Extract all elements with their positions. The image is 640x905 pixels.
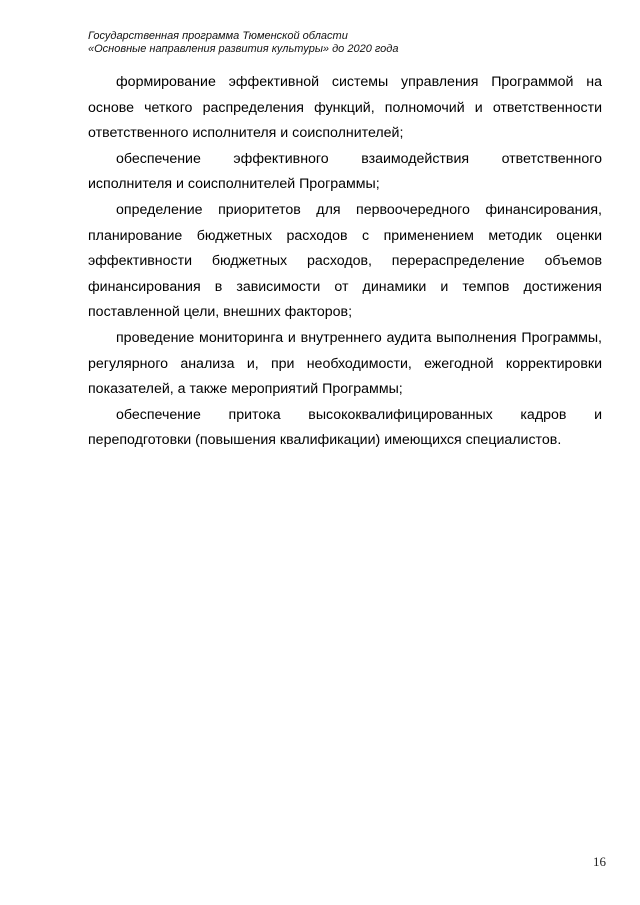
paragraph-personnel: обеспечение притока высококвалифицированных кадров и переподготовки (повышения квалификации) имеющихся специалистов. xyxy=(88,406,602,449)
paragraph-interaction: обеспечение эффективного взаимодействия ответственного исполнителя и соисполнителей Программы; xyxy=(88,150,602,193)
page-number: 16 xyxy=(593,854,606,869)
document-body xyxy=(88,70,602,454)
running-header xyxy=(88,30,568,56)
paragraph-priorities: определение приоритетов для первоочередного финансирования, планирование бюджетных расходов с применением методик оценки эффективности бюджетных расходов, перераспределение объемов финансирования в зависимости от динамики и темпов достижения поставленной цели, внешних факторов; xyxy=(88,201,602,321)
paragraph-monitoring: проведение мониторинга и внутреннего аудита выполнения Программы, регулярного анализа и, при необходимости, ежегодной корректировки показателей, а также мероприятий Программы; xyxy=(88,329,602,398)
header-program-subtitle: «Основные направления развития культуры» до 2020 года xyxy=(88,43,399,55)
header-program-title: Государственная программа Тюменской области xyxy=(88,30,348,42)
paragraph-management-system: формирование эффективной системы управления Программой на основе четкого распределения функций, полномочий и ответственности ответственного исполнителя и соисполнителей; xyxy=(88,74,602,142)
